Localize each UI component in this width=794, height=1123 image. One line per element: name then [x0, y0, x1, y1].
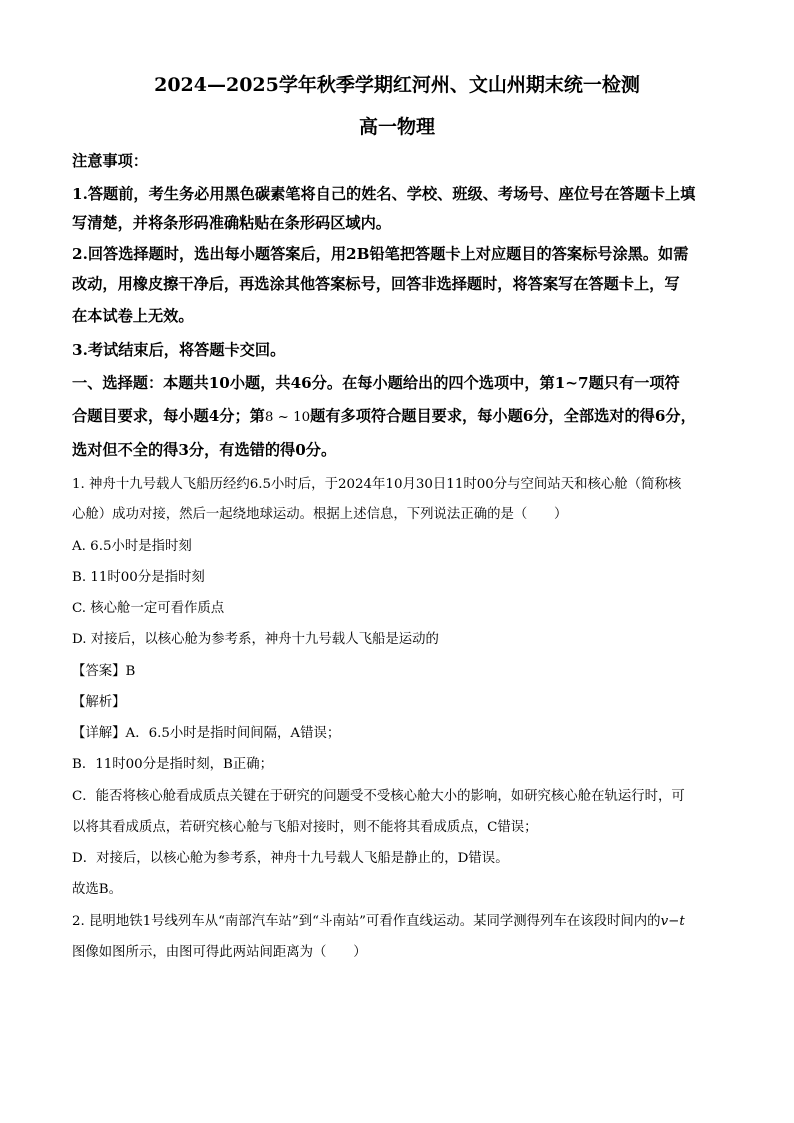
q1-stem-line-2: 心舱）成功对接，然后一起绕地球运动。根据上述信息，下列说法正确的是（ ）	[72, 507, 568, 522]
q1-detail-1: 【详解】A．6.5小时是指时间间隔，A错误；	[72, 726, 341, 741]
note-1-line-2: 写清楚，并将条形码准确粘贴在条形码区域内。	[72, 214, 391, 232]
q1-analysis-label: 【解析】	[72, 695, 126, 710]
section-heading-line-3: 选对但不全的得3分，有选错的得0分。	[72, 441, 337, 459]
section-line-2-end: 题有多项符合题目要求，每小题6分，全部选对的得6分，	[310, 407, 696, 425]
q1-detail-4: D．对接后，以核心舱为参考系，神舟十九号载人飞船是静止的，D错误。	[72, 851, 509, 866]
note-3: 3.考试结束后，将答题卡交回。	[72, 341, 286, 359]
page-subtitle: 高一物理	[358, 116, 435, 138]
q1-stem-line-1: 1. 神舟十九号载人飞船历经约6.5小时后，于2024年10月30日11时00分与空间站天和核心舱（简称核	[72, 477, 682, 492]
question-range: 8 ~ 10	[264, 410, 311, 425]
section-line-2-start: 合题目要求，每小题4分；第	[72, 407, 265, 425]
q1-conclusion: 故选B。	[72, 882, 123, 897]
note-2-line-3: 在本试卷上无效。	[72, 307, 194, 325]
note-2-line-1: 2.回答选择题时，选出每小题答案后，用2B铅笔把答题卡上对应题目的答案标号涂黑。如需	[72, 245, 689, 263]
q1-detail-3-line-2: 以将其看成质点，若研究核心舱与飞船对接时，则不能将其看成质点，C错误；	[72, 820, 538, 835]
section-heading-line-1: 一、选择题：本题共10小题，共46分。在每小题给出的四个选项中，第1~7题只有一项符	[72, 374, 680, 392]
notes-heading: 注意事项：	[72, 152, 148, 170]
note-2-line-2: 改动，用橡皮擦干净后，再选涂其他答案标号，回答非选择题时，将答案写在答题卡上，写	[72, 275, 680, 293]
q1-option-c: C. 核心舱一定可看作质点	[72, 601, 225, 616]
q1-option-d: D. 对接后，以核心舱为参考系，神舟十九号载人飞船是运动的	[72, 632, 439, 647]
q2-stem-line-1	[72, 910, 685, 929]
q1-option-b: B. 11时00分是指时刻	[72, 570, 205, 585]
q2-stem-text: 2. 昆明地铁1号线列车从“南部汽车站”到“斗南站”可看作直线运动。某同学测得列车在该段时间内的	[72, 914, 661, 929]
q2-stem-line-2: 图像如图所示，由图可得此两站间距离为（ ）	[72, 945, 367, 960]
q1-detail-3-line-1: C．能否将核心舱看成质点关键在于研究的问题受不受核心舱大小的影响，如研究核心舱在轨运行时，可	[72, 789, 685, 804]
q2-variable: v−t	[660, 914, 685, 929]
q1-answer: 【答案】B	[72, 664, 136, 679]
q1-option-a: A. 6.5小时是指时刻	[72, 539, 192, 554]
q1-detail-2: B．11时00分是指时刻，B正确；	[72, 757, 274, 772]
note-1-line-1: 1.答题前，考生务必用黑色碳素笔将自己的姓名、学校、班级、考场号、座位号在答题卡上填	[72, 185, 696, 203]
page-title: 2024—2025学年秋季学期红河州、文山州期末统一检测	[154, 74, 640, 96]
section-heading-line-2	[72, 405, 696, 426]
